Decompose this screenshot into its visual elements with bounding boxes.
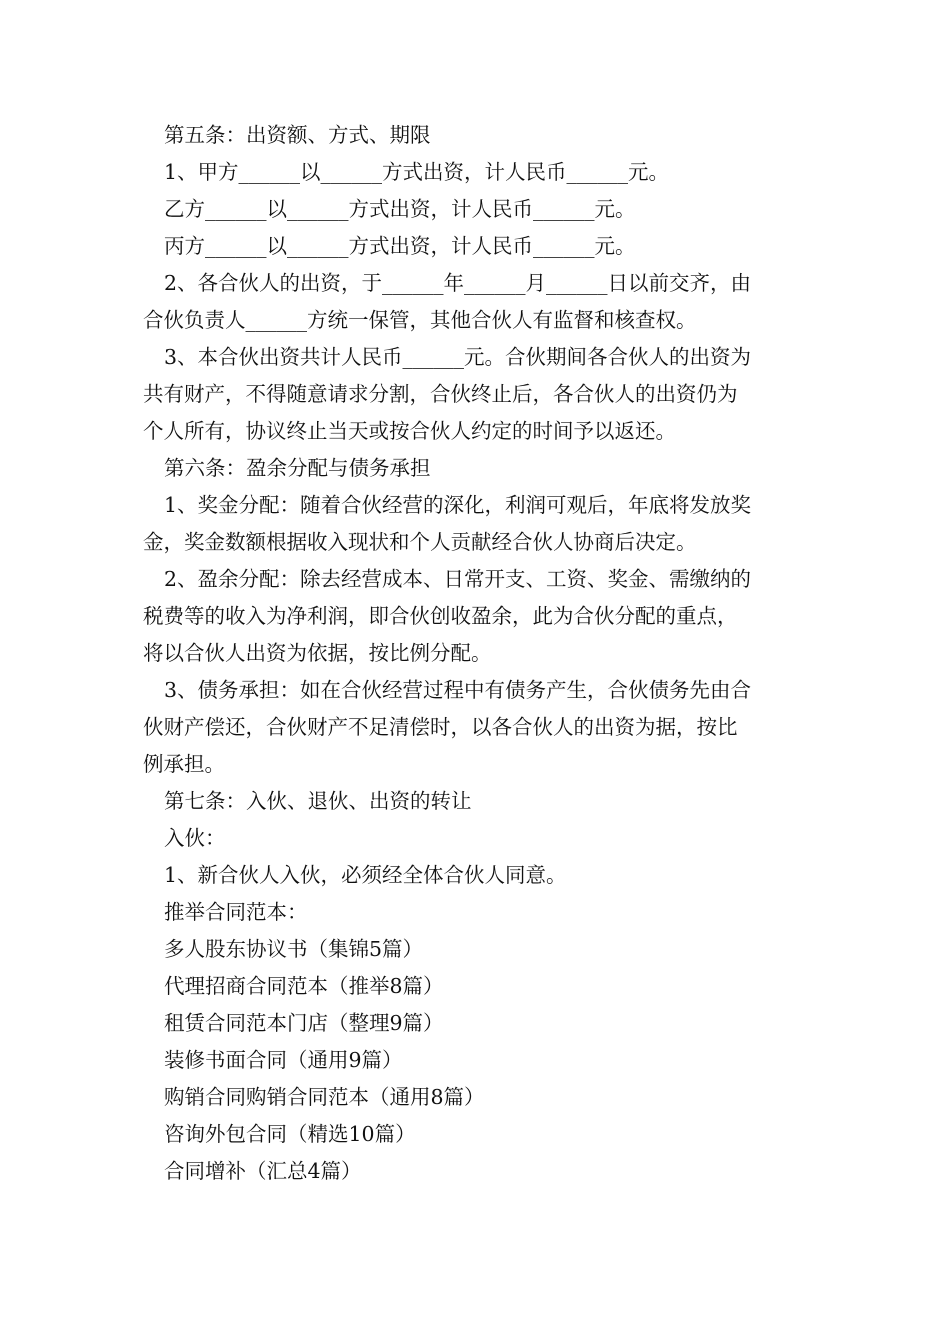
article-6-item-2-line-2: 税费等的收入为净利润，即合伙创收盈余，此为合伙分配的重点，	[143, 604, 738, 628]
article-6-item-3-line-1: 3、债务承担：如在合伙经营过程中有债务产生，合伙债务先由合	[164, 678, 752, 702]
article-5-item-3-line-3: 个人所有，协议终止当天或按合伙人约定的时间予以返还。	[143, 419, 676, 443]
recommended-link[interactable]: 代理招商合同范本（推举8篇）	[164, 974, 444, 998]
article-6-heading: 第六条：盈余分配与债务承担	[164, 456, 431, 480]
article-5-item-2-line-1: 2、各合伙人的出资，于______年______月______日以前交齐，由	[164, 271, 752, 295]
recommended-link[interactable]: 租赁合同范本门店（整理9篇）	[164, 1011, 444, 1035]
article-6-item-1-line-1: 1、奖金分配：随着合伙经营的深化，利润可观后，年底将发放奖	[164, 493, 752, 517]
document-body	[143, 117, 808, 1190]
recommended-heading: 推举合同范本：	[164, 900, 308, 924]
article-5-item-1-line-1: 1、甲方______以______方式出资，计人民币______元。	[164, 160, 670, 184]
article-5-item-1-line-3: 丙方______以______方式出资，计人民币______元。	[164, 234, 636, 258]
article-6-item-1-line-2: 金，奖金数额根据收入现状和个人贡献经合伙人协商后决定。	[143, 530, 697, 554]
article-6-item-3-line-2: 伙财产偿还，合伙财产不足清偿时，以各合伙人的出资为据，按比	[143, 715, 738, 739]
article-6-item-2-line-1: 2、盈余分配：除去经营成本、日常开支、工资、奖金、需缴纳的	[164, 567, 752, 591]
recommended-link[interactable]: 装修书面合同（通用9篇）	[164, 1048, 403, 1072]
article-5-heading: 第五条：出资额、方式、期限	[164, 123, 431, 147]
recommended-link[interactable]: 多人股东协议书（集锦5篇）	[164, 937, 424, 961]
article-5-item-2-line-2: 合伙负责人______方统一保管，其他合伙人有监督和核查权。	[143, 308, 697, 332]
article-7-item-1: 1、新合伙人入伙，必须经全体合伙人同意。	[164, 863, 567, 887]
article-5-item-1-line-2: 乙方______以______方式出资，计人民币______元。	[164, 197, 636, 221]
recommended-link[interactable]: 咨询外包合同（精选10篇）	[164, 1122, 416, 1146]
article-7-subheading: 入伙：	[164, 826, 226, 850]
recommended-link[interactable]: 购销合同购销合同范本（通用8篇）	[164, 1085, 485, 1109]
article-7-heading: 第七条：入伙、退伙、出资的转让	[164, 789, 472, 813]
article-5-item-3-line-2: 共有财产，不得随意请求分割，合伙终止后，各合伙人的出资仍为	[143, 382, 738, 406]
article-6-item-3-line-3: 例承担。	[143, 752, 225, 776]
article-6-item-2-line-3: 将以合伙人出资为依据，按比例分配。	[143, 641, 492, 665]
article-5-item-3-line-1: 3、本合伙出资共计人民币______元。合伙期间各合伙人的出资为	[164, 345, 752, 369]
recommended-link[interactable]: 合同增补（汇总4篇）	[164, 1159, 362, 1183]
